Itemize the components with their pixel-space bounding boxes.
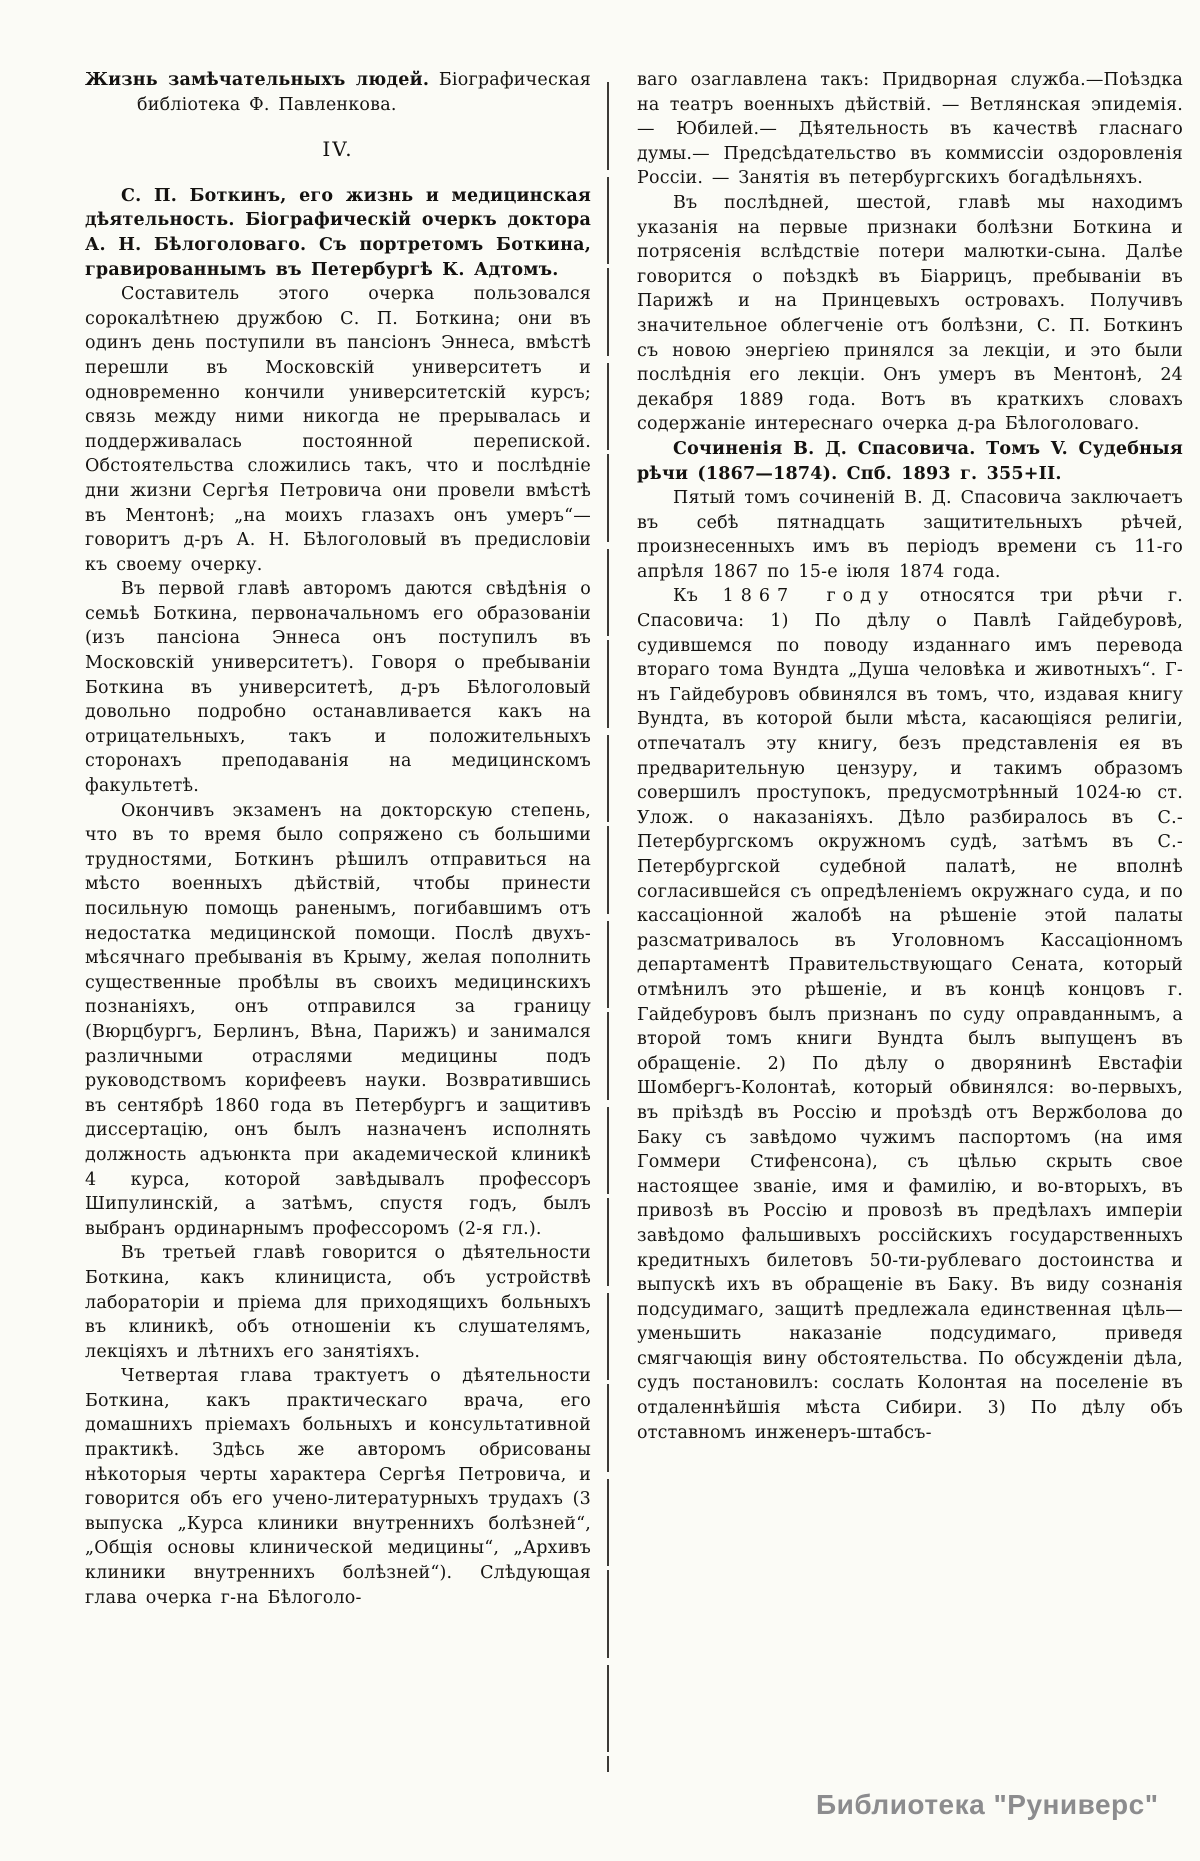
paragraph: Въ третьей главѣ говорится о дѣятельности Боткина, какъ клинициста, объ устройствѣ лабораторіи и пріема для приходящихъ больныхъ въ клиникѣ, объ отношеніи къ слушателямъ, лекціяхъ и лѣтнихъ его занятіяхъ. [85,1243,591,1362]
column-divider [607,82,609,1772]
series-title: Жизнь замѣчательныхъ людей. [85,70,430,90]
paragraph: Составитель этого очерка пользовался сорокалѣтнею дружбою С. П. Боткина; они въ одинъ день поступили въ пансіонъ Эннеса, вмѣстѣ перешли въ Московскій университетъ и одновременно кончили университетскій курсъ; связь между ними никогда не прерывалась и поддерживалась постоянной перепиской. Обстоятельства сложились такъ, что и послѣдніе дни жизни Сергѣя Петровича они провели вмѣстѣ въ Ментонѣ; „на моихъ глазахъ онъ умеръ“— говоритъ д-ръ А. Н. Бѣлоголовый въ предисловіи къ своему очерку. [85,284,591,575]
paragraph-continuation: ваго озаглавлена такъ: Придворная служба.—Поѣздка на театръ военныхъ дѣйствій. — Ветлянская эпидемія. — Юбилей.— Дѣятельность въ качествѣ гласнаго думы.— Предсѣдательство въ коммиссіи оздоровленія Россіи. — Занятія въ петербургскихъ богадѣльняхъ. [637,70,1183,189]
k1867-spaced-year: 1867 году [722,586,896,607]
series-subtitle: Біографическая библіотека Ф. Павленкова. [137,70,591,115]
two-column-text-block [85,68,1183,1772]
paragraph: Пятый томъ сочиненій В. Д. Спасовича заключаетъ въ себѣ пятнадцать защитительныхъ рѣчей, произнесенныхъ имъ въ періодъ времени съ 11-го апрѣля 1867 по 15-е іюля 1874 года. [637,488,1183,582]
left-column [85,68,591,1772]
paragraph: Четвертая глава трактуетъ о дѣятельности Боткина, какъ практическаго врача, его домашнихъ пріемахъ больныхъ и консультативной практикѣ. Здѣсь же авторомъ обрисованы нѣкоторыя черты характера Сергѣя Петровича, и говорится объ его учено-литературныхъ трудахъ (3 выпуска „Курса клиники внутреннихъ болѣзней“, „Общія основы клинической медицины“, „Архивъ клиники внутреннихъ болѣзней“). Слѣдующая глава очерка г-на Бѣлоголо- [85,1366,591,1608]
k1867-rest: относятся три рѣчи г. Спасовича: 1) По дѣлу о Павлѣ Гайдебуровѣ, судившемся по поводу изданнаго имъ перевода втораго тома Вундта „Душа человѣка и животныхъ“. Г-нъ Гайдебуровъ обвинялся въ томъ, что, издавая книгу Вундта, въ которой были мѣста, касающіяся религіи, отпечаталъ эту книгу, безъ представленія ея въ предварительную цензуру, и такимъ образомъ совершилъ проступокъ, предусмотрѣнный 1024-ю ст. Улож. о наказаніяхъ. Дѣло разбиралось въ С.-Петербургскомъ окружномъ судѣ, затѣмъ въ С.-Петербургской судебной палатѣ, не вполнѣ согласившейся съ опредѣленіемъ окружнаго суда, и по кассаціонной жалобѣ на рѣшеніе этой палаты разсматривалось въ Уголовномъ Кассаціонномъ департаментѣ Правительствующаго Сената, который отмѣнилъ это рѣшеніе, и въ концѣ концовъ г. Гайдебуровъ былъ признанъ по суду оправданнымъ, а второй томъ книги Вундта былъ выпущенъ въ обращеніе. 2) По дѣлу о дворянинѣ Евстафіи Шомбергъ-Колонтаѣ, который обвинялся: во-первыхъ, въ пріѣздѣ въ Россію и проѣздѣ отъ Вержболова до Баку съ завѣдомо чужимъ паспортомъ (на имя Гоммери Стифенсона), съ цѣлью скрыть свое настоящее званіе, имя и фамилію, и во-вторыхъ, въ привозѣ въ Россію и провозѣ въ предѣлахъ имперіи завѣдомо фальшивыхъ россійскихъ государственныхъ кредитныхъ билетовъ 50-ти-рублеваго достоинства и выпускѣ ихъ въ обращеніе въ Баку. Въ виду сознанія подсудимаго, защитѣ предлежала единственная цѣль—уменьшить наказаніе подсудимаго, приведя смягчающія вину обстоятельства. По обсужденіи дѣла, судъ постановилъ: сослать Колонтая на поселеніе въ отдаленнѣйшія мѣста Сибири. 3) По дѣлу объ отставномъ инженеръ-штабсъ- [637,586,1183,1443]
right-column [637,68,1183,1772]
paragraph: Въ первой главѣ авторомъ даются свѣдѣнія о семьѣ Боткина, первоначальномъ его образованіи (изъ пансіона Эннеса онъ поступилъ въ Московскій университетъ). Говоря о пребываніи Боткина въ университетѣ, д-ръ Бѣлоголовый довольно подробно останавливается какъ на отрицательныхъ, такъ и положительныхъ сторонахъ преподаванія на медицинскомъ факультетѣ. [85,579,591,797]
paragraph-1867 [637,584,1183,1445]
runivers-library-watermark: Библиотека "Руниверс" [816,1789,1159,1820]
series-header [85,68,591,117]
section-number: IV. [322,137,354,162]
paragraph: Окончивъ экзаменъ на докторскую степень, что въ то время было сопряжено съ большими трудностями, Боткинъ рѣшилъ отправиться на мѣсто военныхъ дѣйствій, чтобы принести посильную помощь раненымъ, погибавшимъ отъ недостатка медицинской помощи. Послѣ двухъ-мѣсячнаго пребыванія въ Крыму, желая пополнить существенные пробѣлы въ своихъ медицинскихъ познаніяхъ, онъ отправился за границу (Вюрцбургъ, Берлинъ, Вѣна, Парижъ) и занимался различными отраслями медицины подъ руководствомъ корифеевъ науки. Возвратившись въ сентябрѣ 1860 года въ Петербургъ и защитивъ диссертацію, онъ былъ назначенъ исполнять должность адъюнкта при академической клиникѣ 4 курса, которой завѣдывалъ профессоръ Шипулинскій, а затѣмъ, спустя годъ, былъ выбранъ ординарнымъ профессоромъ (2-я гл.). [85,800,591,1239]
k1867-prefix: Къ [673,586,723,607]
entry-title-spasovich: Сочиненія В. Д. Спасовича. Томъ V. Судебныя рѣчи (1867—1874). Спб. 1893 г. 355+II. [637,438,1183,484]
paragraph: Въ послѣдней, шестой, главѣ мы находимъ указанія на первые признаки болѣзни Боткина и потрясенія вслѣдствіе потери малютки-сына. Далѣе говорится о поѣздкѣ въ Біаррицъ, пребываніи въ Парижѣ и на Принцевыхъ островахъ. Получивъ значительное облегченіе отъ болѣзни, С. П. Боткинъ съ новою энергіею принялся за лекціи, и это были послѣднія его лекціи. Онъ умеръ въ Ментонѣ, 24 декабря 1889 года. Вотъ въ краткихъ словахъ содержаніе интереснаго очерка д-ра Бѣлоголоваго. [637,192,1183,435]
entry-title-botkin: С. П. Боткинъ, его жизнь и медицинская дѣятельность. Біографическій очеркъ доктора А. Н. Бѣлоголоваго. Съ портретомъ Боткина, гравированнымъ въ Петербургѣ К. Адтомъ. [85,185,591,280]
